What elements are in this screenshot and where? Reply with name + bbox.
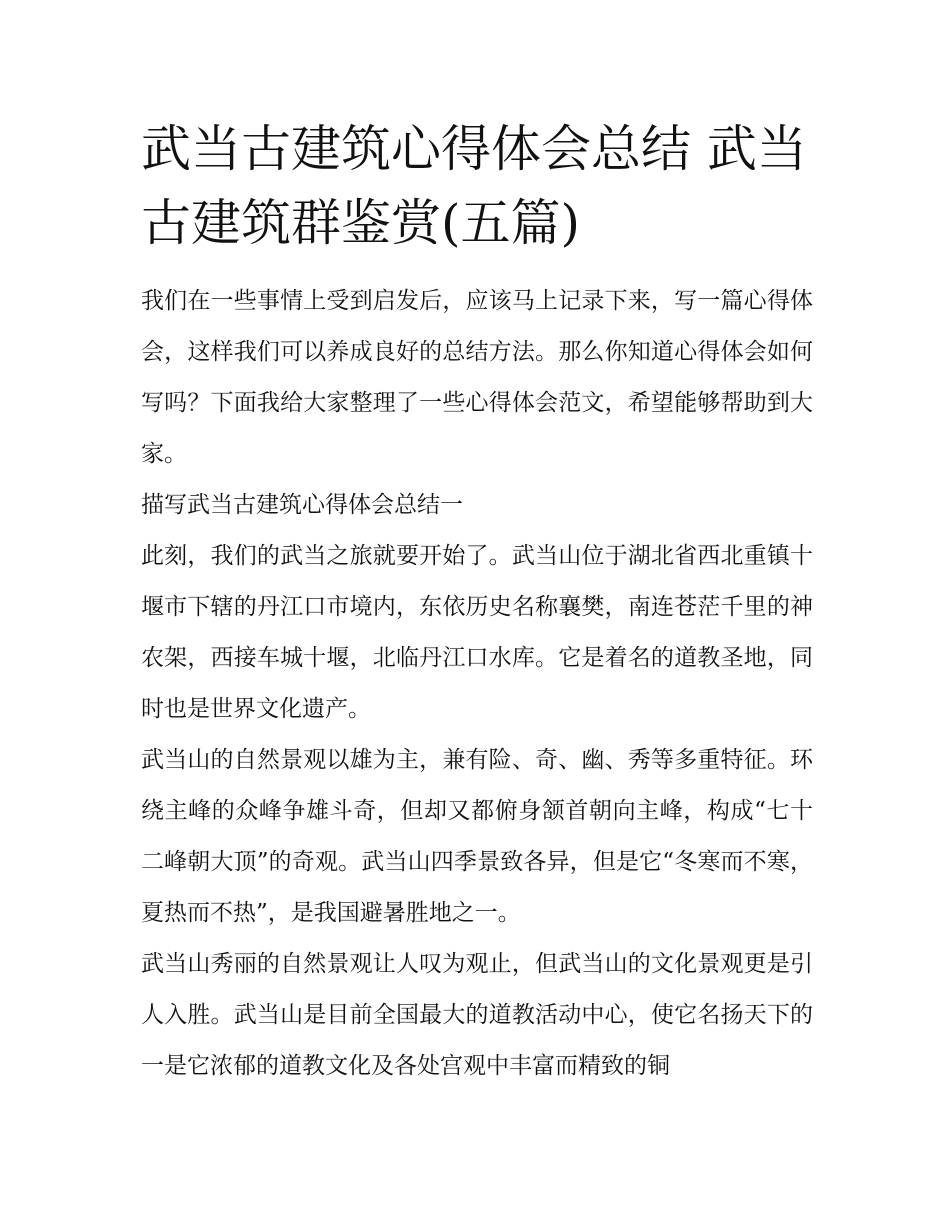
intro-paragraph: 我们在一些事情上受到启发后，应该马上记录下来，写一篇心得体会，这样我们可以养成良好的总结方法。那么你知道心得体会如何写吗？下面我给大家整理了一些心得体会范文，希望能够帮助到大家。 xyxy=(141,288,813,467)
body-paragraph: 此刻，我们的武当之旅就要开始了。武当山位于湖北省西北重镇十堰市下辖的丹江口市境内，东依历史名称襄樊，南连苍茫千里的神农架，西接车城十堰，北临丹江口水库。它是着名的道教圣地，同时也是世界文化遗产。 xyxy=(141,543,813,722)
body-paragraph: 武当山的自然景观以雄为主，兼有险、奇、幽、秀等多重特征。环绕主峰的众峰争雄斗奇，但却又都俯身颔首朝向主峰，构成“七十二峰朝大顶”的奇观。武当山四季景致各异，但是它“冬寒而不寒，夏热而不热”，是我国避暑胜地之一。 xyxy=(141,747,813,926)
document-page xyxy=(141,112,813,1092)
section-heading: 描写武当古建筑心得体会总结一 xyxy=(141,492,463,518)
document-title: 武当古建筑心得体会总结 武当 古建筑群鉴赏(五篇) xyxy=(141,120,807,252)
body-paragraph: 武当山秀丽的自然景观让人叹为观止，但武当山的文化景观更是引人入胜。武当山是目前全国最大的道教活动中心，使它名扬天下的一是它浓郁的道教文化及各处宫观中丰富而精致的铜 xyxy=(141,951,813,1079)
